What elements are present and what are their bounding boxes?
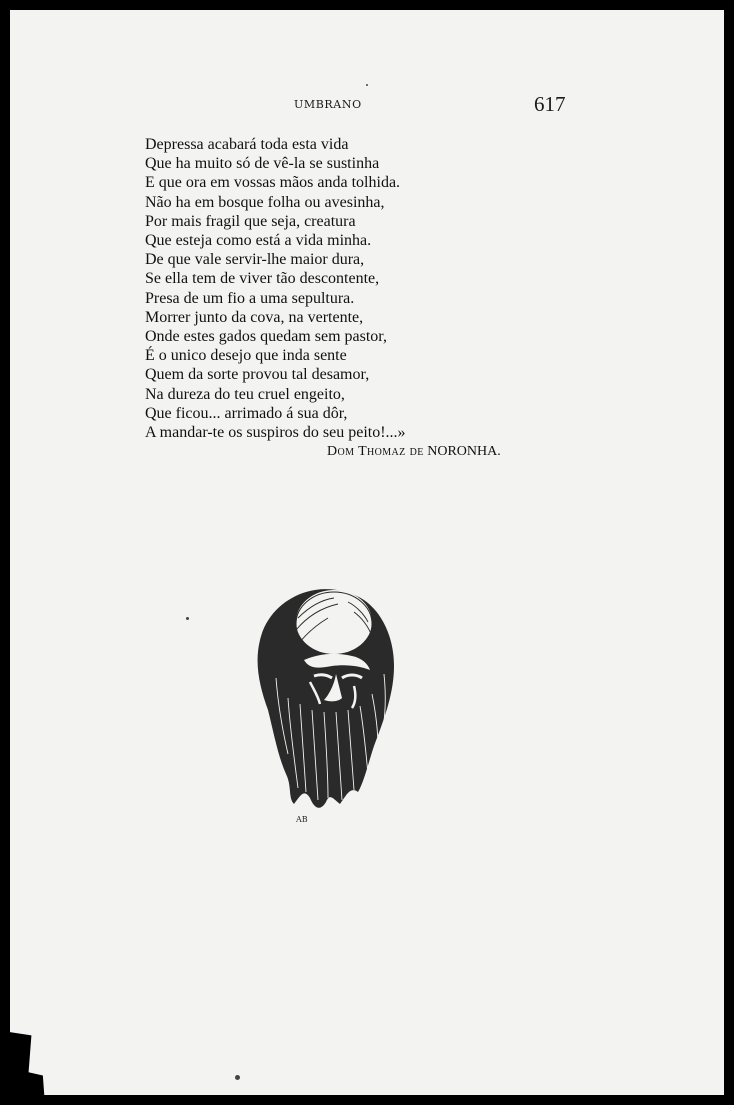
author-signature bbox=[327, 444, 501, 460]
paper-speck bbox=[186, 617, 189, 620]
poem-line: Presa de um fio a uma sepultura. bbox=[145, 289, 355, 307]
poem-line: É o unico desejo que inda sente bbox=[145, 347, 347, 365]
poem-line: E que ora em vossas mãos anda tolhida. bbox=[145, 174, 401, 192]
running-head: UMBRANO bbox=[294, 98, 362, 111]
page-number: 617 bbox=[534, 92, 566, 116]
poem-line: Se ella tem de viver tão descontente, bbox=[145, 270, 380, 288]
poem-line: A mandar-te os suspiros do seu peito!...» bbox=[145, 424, 406, 442]
poem-line: Que esteja como está a vida minha. bbox=[145, 232, 372, 250]
poem-stanza bbox=[145, 135, 406, 442]
paper-speck bbox=[235, 1075, 240, 1080]
engraver-monogram: AB bbox=[296, 815, 308, 824]
poem-line: Onde estes gados quedam sem pastor, bbox=[145, 328, 387, 346]
poem-line: Na dureza do teu cruel engeito, bbox=[145, 385, 345, 403]
poem-line: Que ficou... arrimado á sua dôr, bbox=[145, 404, 348, 422]
poem-line: De que vale servir-lhe maior dura, bbox=[145, 251, 365, 269]
poem-line: Depressa acabará toda esta vida bbox=[145, 136, 349, 153]
poem-line: Que ha muito só de vê-la se sustinha bbox=[145, 155, 380, 173]
signature-prefix: Dom Thomaz de bbox=[327, 444, 424, 459]
bearded-head-illustration bbox=[248, 578, 408, 828]
paper-speck bbox=[366, 84, 368, 86]
signature-name: NORONHA. bbox=[427, 444, 501, 459]
poem-line: Por mais fragil que seja, creatura bbox=[145, 212, 356, 230]
poem-line: Não ha em bosque folha ou avesinha, bbox=[145, 193, 385, 211]
poem-line: Quem da sorte provou tal desamor, bbox=[145, 366, 370, 384]
poem-line: Morrer junto da cova, na vertente, bbox=[145, 308, 364, 326]
